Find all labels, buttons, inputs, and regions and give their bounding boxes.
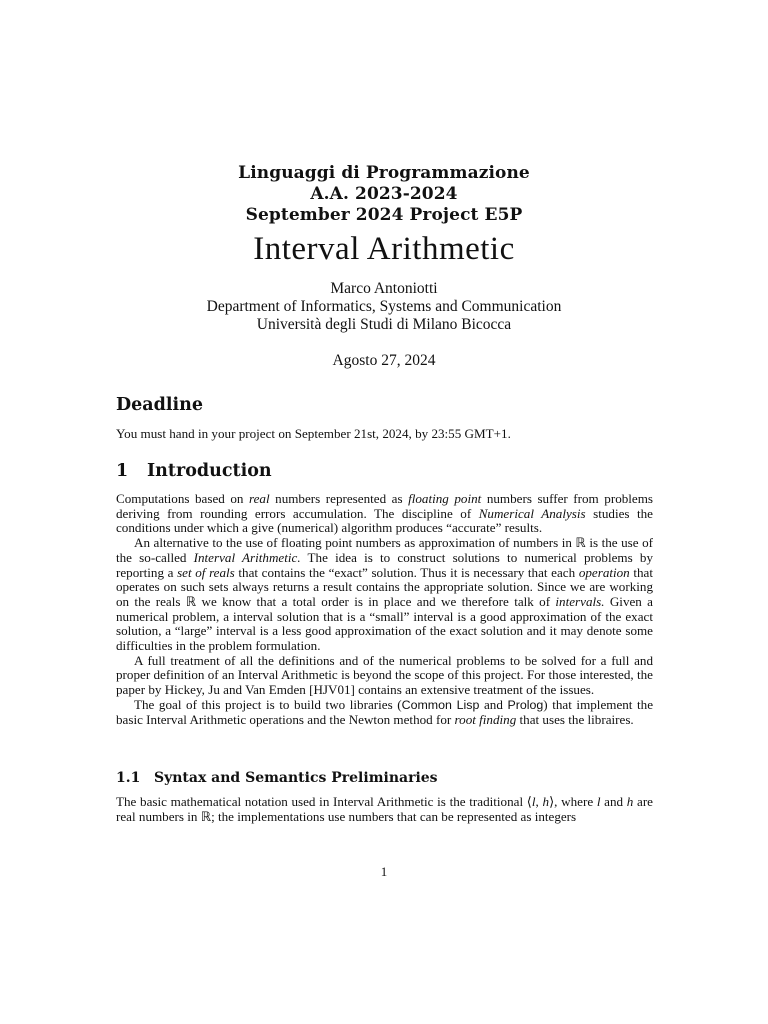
author-name: Marco Antoniotti [330, 280, 438, 297]
introduction-heading [116, 460, 653, 482]
deadline-text: You must hand in your project on September 21st, 2024, by 23:55 GMT+1. [116, 426, 511, 441]
subsection-heading [116, 769, 653, 787]
document-date: Agosto 27, 2024 [332, 352, 436, 369]
title-block [0, 163, 768, 370]
subsection-syntax [116, 769, 653, 824]
subsection-title: Syntax and Semantics Preliminaries [154, 770, 438, 786]
author-department: Department of Informatics, Systems and Communication [206, 298, 562, 315]
paragraph: Computations based on real numbers represented as floating point numbers suffer from problems deriving from rounding errors accumulation. The discipline of Numerical Analysis studies the conditions under which a give (numerical) algorithm produces “accurate” results. [116, 491, 654, 536]
course-name: Linguaggi di Programmazione [238, 163, 530, 183]
page-number: 1 [380, 864, 388, 879]
academic-year: A.A. 2023-2024 [310, 184, 458, 204]
deadline-section [116, 394, 653, 442]
deadline-heading: Deadline [116, 395, 204, 415]
paragraph: The basic mathematical notation used in Interval Arithmetic is the traditional ⟨l, h⟩, where l and h are real numbers in ℝ; the implementations use numbers that can be represented as integers [116, 794, 653, 824]
paragraph: The goal of this project is to build two libraries (Common Lisp and Prolog) that implement the basic Interval Arithmetic operations and the Newton method for root finding that uses the libraires. [116, 696, 654, 727]
document-title: Interval Arithmetic [253, 231, 515, 267]
introduction-section [116, 460, 653, 727]
project-name: September 2024 Project E5P [245, 205, 523, 225]
subsection-number: 1.1 [116, 770, 141, 786]
author-university: Università degli Studi di Milano Bicocca [256, 316, 512, 333]
paragraph: An alternative to the use of floating point numbers as approximation of numbers in ℝ is the use of the so-called Interval Arithmetic. The idea is to construct solutions to numerical problems by reporting a set of reals that contains the “exact” solution. Thus it is necessary that each operation that operates on such sets always returns a result contains the appropriate solution. Since we are working on the reals ℝ we know that a total order is in place and we therefore talk of intervals. Given a numerical problem, a interval solution that is a “small” interval is a good approximation of the exact solution, a “large” interval is a less good approximation of the exact solution and it may denote some difficulties in the problem formulation. [116, 535, 653, 654]
paragraph: A full treatment of all the definitions and of the numerical problems to be solved for a full and proper definition of an Interval Arithmetic is beyond the scope of this project. For those interested, the paper by Hickey, Ju and Van Emden [HJV01] contains an extensive treatment of the issues. [116, 652, 653, 698]
author-block [0, 280, 768, 334]
section-title: Introduction [147, 461, 272, 481]
section-number: 1 [116, 461, 129, 481]
